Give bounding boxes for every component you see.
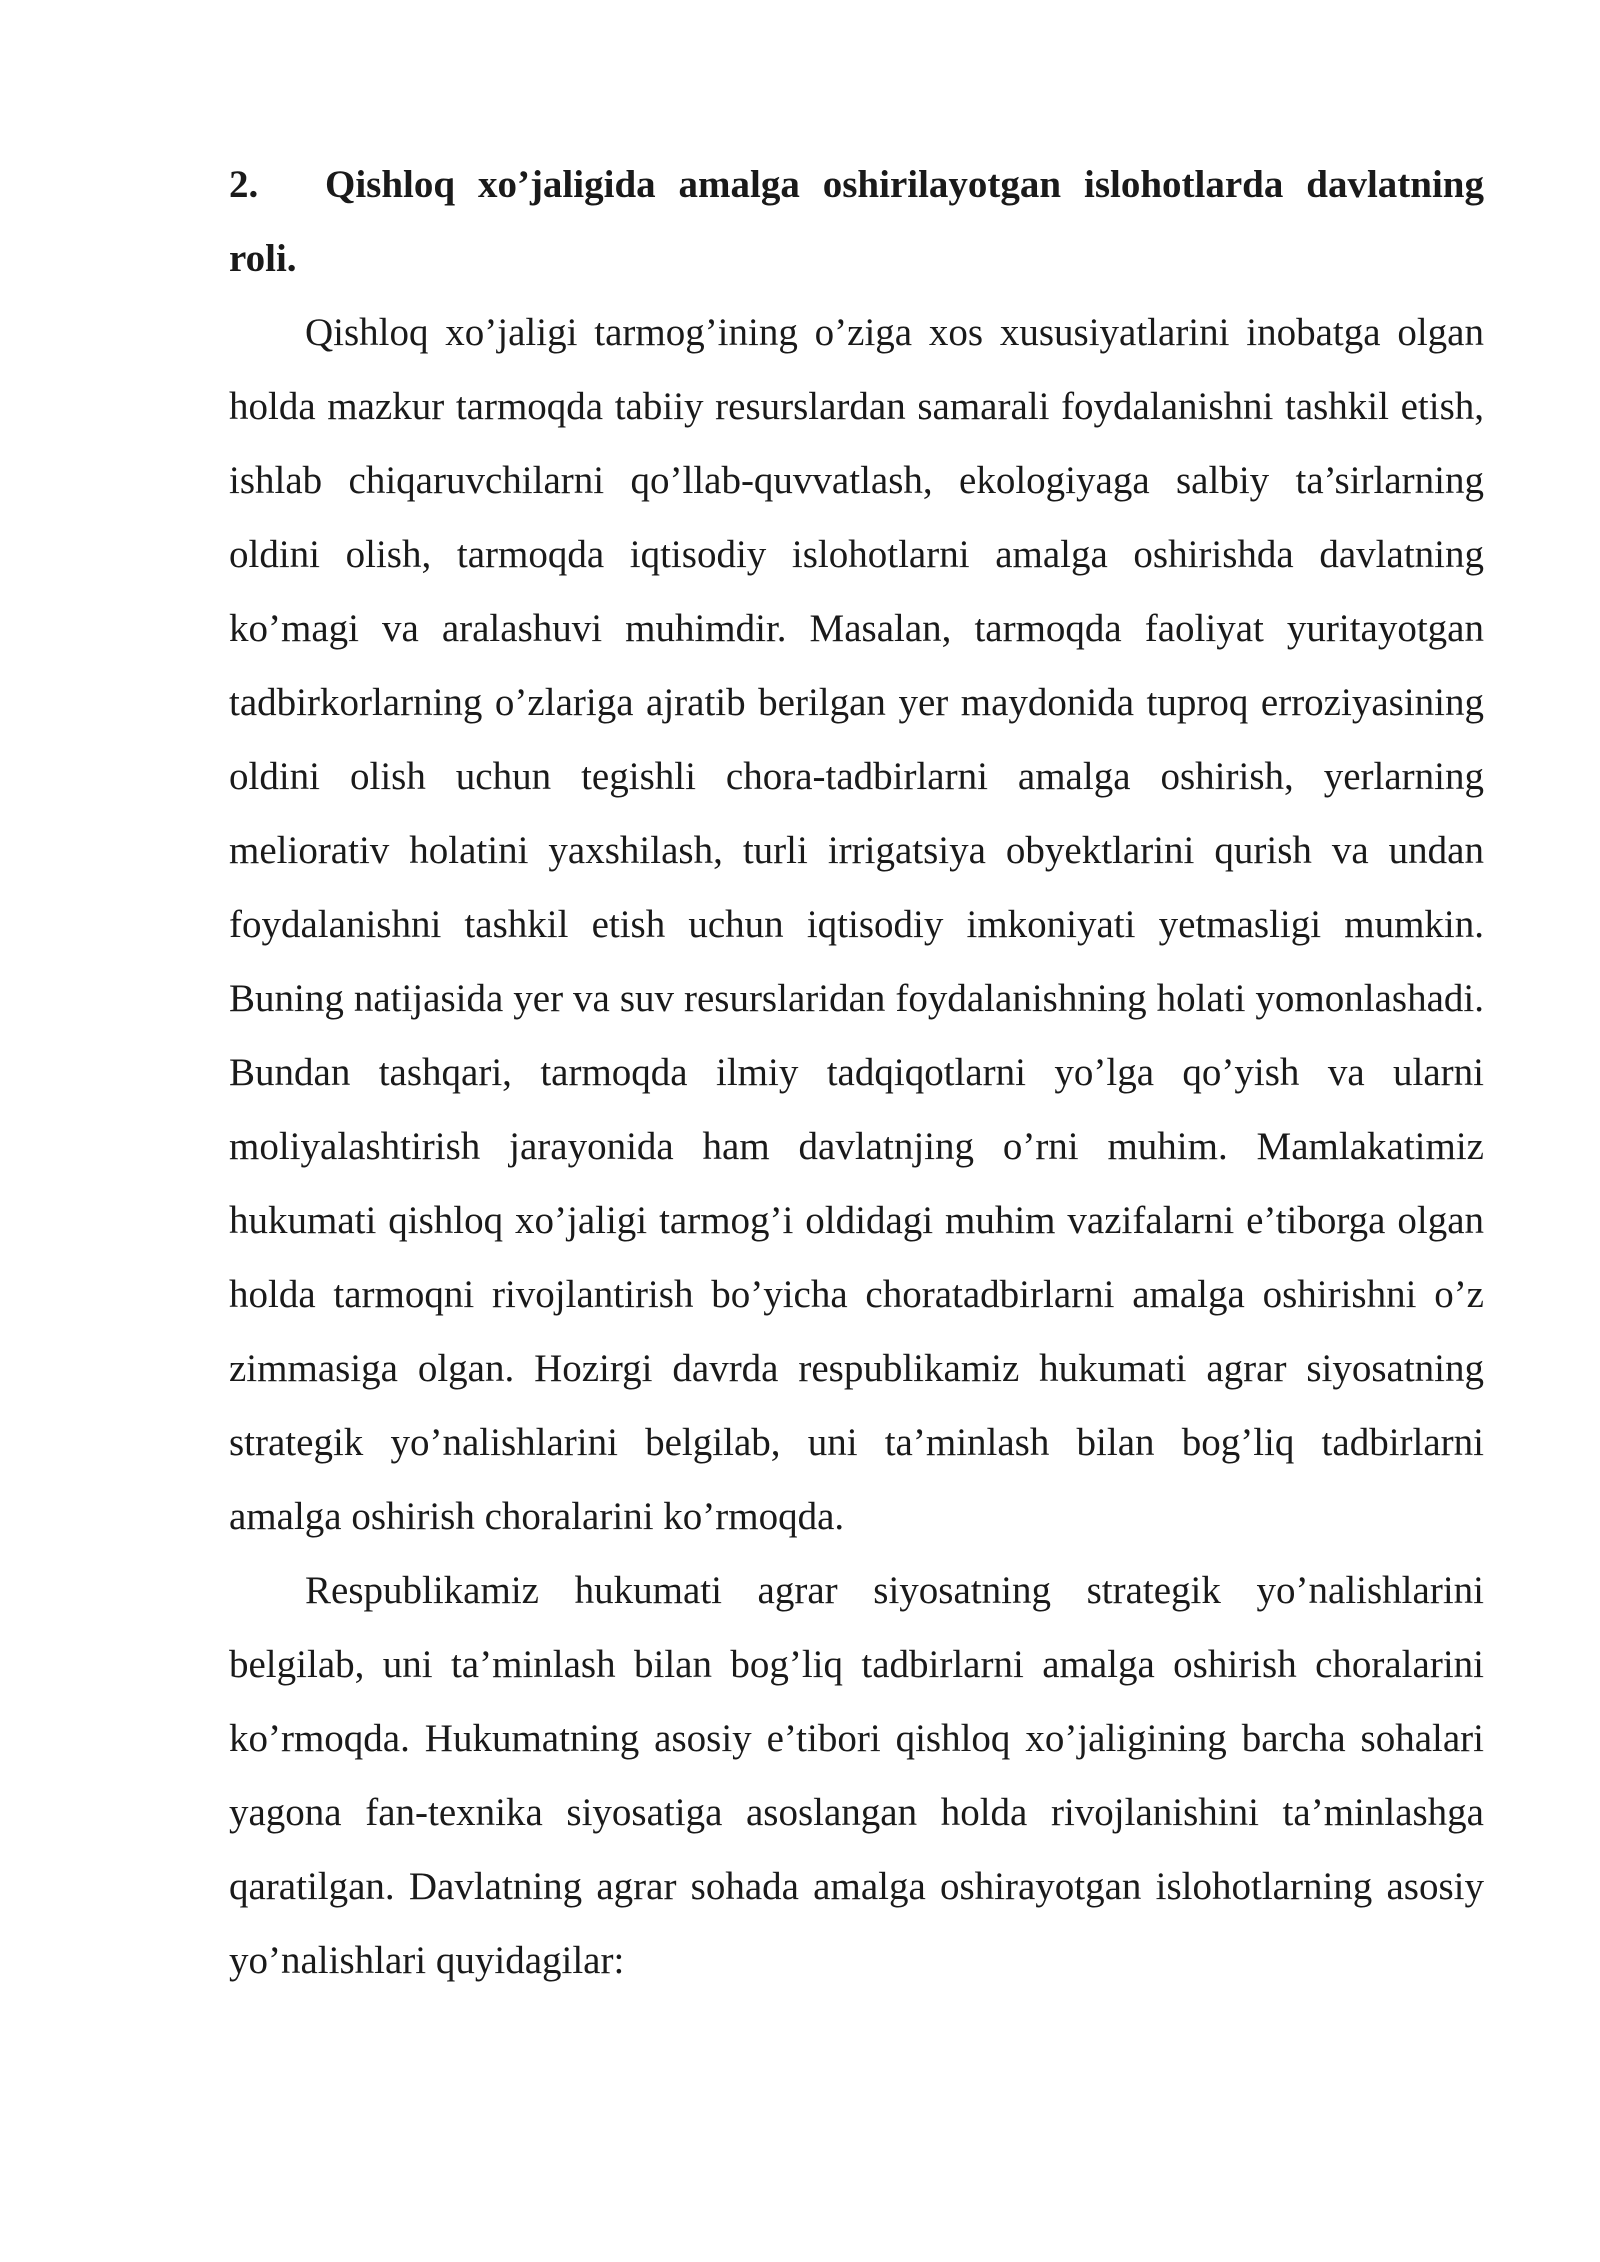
- paragraph-2: Respublikamiz hukumati agrar siyosatning strategik yo’nalishlarini belgilab, uni ta’minlash bilan bog’liq tadbirlarni amalga oshirish choralarini ko’rmoqda. Hukumatning asosiy e’tibori qishloq xo’jaligining barcha sohalari yagona fan-texnika siyosatiga asoslangan holda rivojlanishini ta’minlashga qaratilgan. Davlatning agrar sohada amalga oshirayotgan islohotlarning asosiy yo’nalishlari quyidagilar:: [229, 1569, 1484, 1982]
- section-number: 2.: [229, 163, 259, 206]
- section-heading: [229, 148, 1484, 296]
- document-body: [229, 148, 1484, 1998]
- paragraph-1: Qishloq xo’jaligi tarmog’ining o’ziga xos xususiyatlarini inobatga olgan holda mazkur tarmoqda tabiiy resurslardan samarali foydalanishni tashkil etish, ishlab chiqaruvchilarni qo’llab-quvvatlash, ekologiyaga salbiy ta’sirlarning oldini olish, tarmoqda iqtisodiy islohotlarni amalga oshirishda davlatning ko’magi va aralashuvi muhimdir. Masalan, tarmoqda faoliyat yuritayotgan tadbirkorlarning o’zlariga ajratib berilgan yer maydonida tuproq erroziyasining oldini olish uchun tegishli chora-tadbirlarni amalga oshirish, yerlarning meliorativ holatini yaxshilash, turli irrigatsiya obyektlarini qurish va undan foydalanishni tashkil etish uchun iqtisodiy imkoniyati yetmasligi mumkin. Buning natijasida yer va suv resurslaridan foydalanishning holati yomonlashadi. Bundan tashqari, tarmoqda ilmiy tadqiqotlarni yo’lga qo’yish va ularni moliyalashtirish jarayonida ham davlatnjing o’rni muhim. Mamlakatimiz hukumati qishloq xo’jaligi tarmog’i oldidagi muhim vazifalarni e’tiborga olgan holda tarmoqni rivojlantirish bo’yicha choratadbirlarni amalga oshirishni o’z zimmasiga olgan. Hozirgi davrda respublikamiz hukumati agrar siyosatning strategik yo’nalishlarini belgilab, uni ta’minlash bilan bog’liq tadbirlarni amalga oshirish choralarini ko’rmoqda.: [229, 311, 1484, 1538]
- section-title: Qishloq xo’jaligida amalga oshirilayotgan islohotlarda davlatning roli.: [229, 163, 1484, 280]
